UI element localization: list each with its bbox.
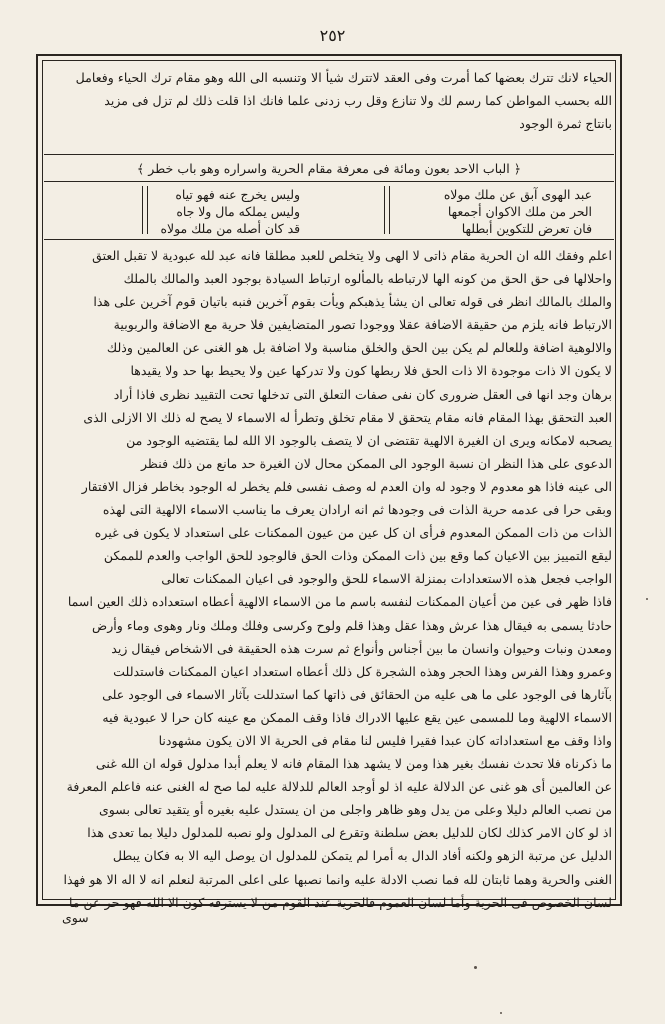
catchword: سوى xyxy=(62,910,89,925)
page-number: ٢٥٢ xyxy=(319,26,346,45)
hemistich: الحر من ملك الاكوان أجمعها xyxy=(447,204,592,219)
text-line: ومعدن ونبات وحيوان وانسان ما بين أجناس وأنواع ثم سرت هذه الحقيقة فى الاشخاص فيقال زيد xyxy=(111,640,612,656)
text-line: ما ذكرناه فلا تحدث نفسك بغير هذا ومن لا يشهد هذا المقام فانه لا يعلم أبدا مدلول قوله ان الله غنى xyxy=(95,756,612,772)
intro-text xyxy=(46,66,612,135)
text-line: والملك بالمالك انظر فى قوله تعالى ان يشأ يذهبكم ويأت بقوم آخرين فنبه باتيان قوم آخرين على هذا xyxy=(93,294,612,310)
hemistich: فان تعرض للتكوين أبطلها xyxy=(461,221,592,236)
hemistich: عبد الهوى آبق عن ملك مولاه xyxy=(443,187,592,202)
text-line: عن العالمين أى هو غنى عن الدلالة عليه اذ لو أوجد العالم للدلالة عليه لما صح له الغنى عنه فاعلم المعرفة xyxy=(66,779,612,795)
text-line: وعمرو وهذا الفرس وهذا الحجر وهذه الشجرة كل ذلك أعطاه استعداد اعيان الممكنات فاستدللت xyxy=(113,663,612,679)
verse-area xyxy=(44,181,614,238)
hemistich: وليس يخرج عنه فهو تياه xyxy=(175,187,300,202)
verse-column-right xyxy=(442,186,592,237)
text-line: الى عينه فاذا هو معدوم لا وجود له وان العدم له وصف نفسى فلم يخطر له الوجود بخاطر فزال الافتقار xyxy=(81,478,612,494)
text-line: والالوهية اضافة وللعالم لم يكن بين الحق والخلق مناسبة ولا اضافة بل هو الغنى عن العالمين وذلك xyxy=(106,340,612,356)
chapter-title: ﴿ الباب الاحد بعون ومائة فى معرفة مقام الحرية واسراره وهو باب خطر ﴾ xyxy=(136,161,522,176)
chapter-header xyxy=(44,154,614,240)
text-line: الحياء لانك تترك بعضها كما أمرت وفى العقد لاتترك شيأ الا وتنسبه الى الله وهو مقام ترك الحياء وفعامل xyxy=(75,70,612,85)
text-line: بآثارها فى الوجود على ما هى عليه من الحقائق فى ذاتها كما استدللت بآثار الاسماء فى الوجود على xyxy=(102,686,612,702)
text-line: لا يكون الا ذات موجودة الا ذات الحق فلا ربطها كون ولا تدركها عين ولا يحيط بها حد ولا يقيدها xyxy=(130,363,612,379)
text-line: الارتباط فانه يلزم من حقيقة الاضافة عقلا ووجودا تصور المتضايفين فلا حرية مع الاضافة والربوبية xyxy=(113,317,612,333)
paper-speck xyxy=(646,598,648,600)
verse-divider xyxy=(142,186,148,234)
text-line: الدعوى على هذا النظر ان نسبة الوجود الى الممكن محال لان الغيرة حد مانع من ذلك فنظر xyxy=(140,455,612,471)
paper-speck xyxy=(500,1012,502,1014)
text-line: الاسماء الالهية وما للمسمى عين يقع عليها الادراك فاذا وقف الممكن مع عينه كان حرا لا عبودية فيه xyxy=(102,709,612,725)
text-line: برهان وجد انها فى العقل ضرورى كان نفى صفات التعلق التى تدخلها تحت التقييد نظرى فاذا أراد xyxy=(113,386,612,402)
text-line: ليقع التمييز بين الاعيان كما وقع بين ذات الممكن وذات الحق فالوجود للحق الواجب والعدم للممكن xyxy=(103,548,612,564)
text-line: واحلالها فى حق الحق من كونه الها لارتباطه بالمألوه ارتباط السيادة بوجود العبد والمالك بالملك xyxy=(123,271,612,287)
page-frame xyxy=(36,54,622,910)
text-line: الغنى والحرية وهما ثابتان لله فما نصب الادلة عليه وانما نصبها على اعلى المرتبة لنعلم انه لا اله الا هو فهذا xyxy=(63,871,612,887)
text-line: فاذا ظهر فى عين من أعيان الممكنات لنفسه باسم ما من الاسماء الالهية أعطاه استعداده ذلك العين اسما xyxy=(67,594,612,610)
paper-speck xyxy=(474,966,477,969)
text-line: الدليل عن مرتبة الزهو ولكنه أفاد الدال به أمرا لم يتمكن للمدلول ان يوصل اليه الا به فكان يبطل xyxy=(112,848,612,864)
text-line: الله بحسب المواطن كما رسم لك ولا تنازع وقل رب زدنى علما فانك اذا قلت ذلك لم تزل فى مزيد xyxy=(104,93,612,109)
text-line: الواجب فجعل هذه الاستعدادات بمنزلة الاسماء للحق والوجود فى اعيان الممكنات تعالى xyxy=(161,571,612,587)
text-line: حادثا يسمى به فيقال هذا عرش وهذا عقل وهذا قلم ولوح وكرسى وفلك وملك ونار وهوى وماء وأرض xyxy=(91,617,612,633)
text-line: بانتاج ثمرة الوجود xyxy=(519,116,612,132)
main-text xyxy=(46,244,612,914)
text-line: الذات من ذات الممكن المعدوم فرأى ان كل عين من عيون الممكنات على استعداد لا يكون فى غيره xyxy=(94,525,612,541)
text-line: واذا وقف مع استعداداته كان عبدا فقيرا فليس لنا مقام فى الحرية الا الان يكون مشهودنا xyxy=(158,732,612,748)
text-line: العبد التحقق بهذا المقام فانه مقام يتحقق لا مقام تخلق وتطرأ له الاسماء لا يصح له ذلك الا الازلى الذى xyxy=(83,409,612,425)
text-line: من نصب العالم دليلا وعلى من يدل وهو ظاهر واجلى من ان يستدل عليه بغيره أو يتقيد تعالى بسوى xyxy=(98,802,612,818)
verse-column-left xyxy=(150,186,300,237)
text-line: وبقى حرا فى عدمه حرية الذات فى وجودها ثم انه ارادان يعرف ما يناسب الاسماء الالهية التى لهذه xyxy=(102,502,612,518)
text-line: لسان الخصوص فى الحرية وأما لسان العموم فالحرية عند القوم من لا يسترقه كون الا الله فهو حر عن ما xyxy=(68,894,612,910)
text-line: يصحبه لامكانه ويرى ان الغيرة الالهية تقتضى ان لا يتصف بالوجود الا الله لما يقتضيه الوجود من xyxy=(126,432,612,448)
verse-divider xyxy=(384,186,390,234)
text-line: اعلم وفقك الله ان الحرية مقام ذاتى لا الهى ولا يتخلص للعبد مطلقا فانه عبد لله عبودية لا تقبل العتق xyxy=(92,248,612,263)
hemistich: وليس يملكه مال ولا جاه xyxy=(176,204,300,219)
hemistich: قد كان أصله من ملك مولاه xyxy=(160,221,300,236)
text-line: اذ لو كان الامر كذلك لكان للدليل بعض سلطنة وتقرع لى المدلول ولو نصبه للمدلول دليلا بما تعدى هذا xyxy=(87,825,612,841)
